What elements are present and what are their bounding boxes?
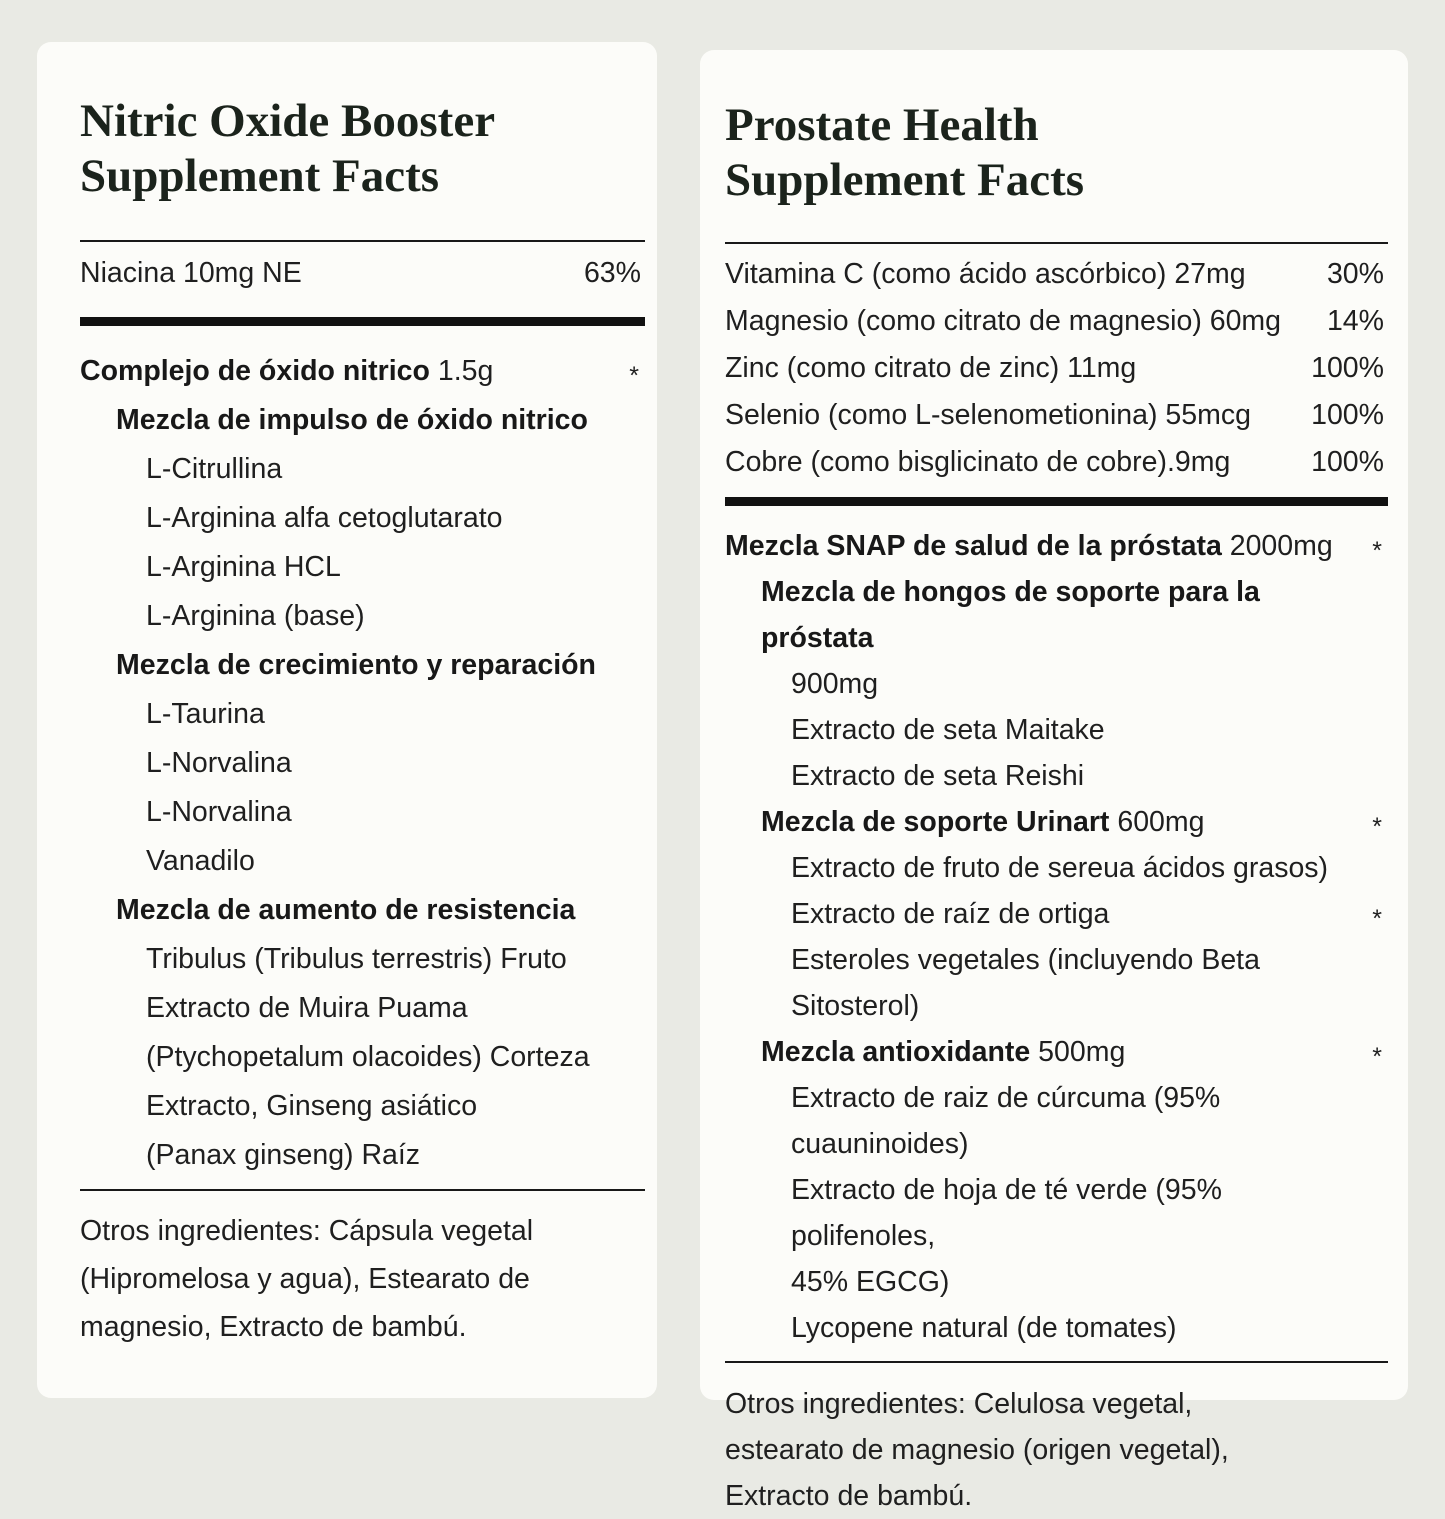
nutrient-row bbox=[725, 439, 1388, 486]
ingredient-row bbox=[725, 891, 1388, 937]
ingredient-row bbox=[80, 543, 645, 592]
row-text: Extracto de raíz de ortiga bbox=[791, 898, 1110, 930]
row-text: Mezcla antioxidante 500mg bbox=[761, 1036, 1126, 1068]
row-text: L-Norvalina bbox=[146, 796, 292, 828]
daily-value-percent: 14% bbox=[1326, 305, 1384, 337]
ingredient-row bbox=[80, 984, 645, 1033]
blend-rows bbox=[725, 523, 1388, 1351]
ingredient-row bbox=[80, 935, 645, 984]
other-ingredients-line: Otros ingredientes: Cápsula vegetal bbox=[80, 1215, 534, 1247]
daily-value-asterisk: * bbox=[1372, 905, 1382, 933]
row-text: L-Norvalina bbox=[146, 747, 292, 779]
blend-header-row bbox=[80, 347, 645, 396]
blend-header-row bbox=[80, 641, 645, 690]
row-text: Extracto, Ginseng asiático bbox=[146, 1090, 478, 1122]
other-ingredients bbox=[725, 1381, 1388, 1519]
row-text: Extracto de seta Maitake bbox=[791, 714, 1105, 746]
ingredient-row bbox=[80, 1082, 645, 1131]
ingredient-row bbox=[725, 1305, 1388, 1351]
other-ingredients-line: (Hipromelosa y agua), Estearato de bbox=[80, 1263, 530, 1295]
row-text: Mezcla de hongos de soporte para la próstata bbox=[761, 576, 1260, 654]
ingredient-row bbox=[725, 707, 1388, 753]
nutrient-row bbox=[725, 392, 1388, 439]
blend-header-row bbox=[80, 886, 645, 935]
nutrient-label: Magnesio (como citrato de magnesio) 60mg bbox=[725, 305, 1282, 337]
daily-value-percent: 100% bbox=[1311, 352, 1384, 384]
daily-value-asterisk: * bbox=[629, 362, 639, 390]
ingredient-row bbox=[80, 690, 645, 739]
ingredient-row bbox=[725, 1167, 1388, 1259]
ingredient-row bbox=[80, 494, 645, 543]
ingredient-row bbox=[725, 983, 1388, 1029]
divider bbox=[725, 1361, 1388, 1363]
row-text: (Panax ginseng) Raíz bbox=[146, 1139, 421, 1171]
page-title bbox=[80, 94, 645, 204]
nutrient-label: Cobre (como bisglicinato de cobre).9mg bbox=[725, 446, 1231, 478]
nutrient-row bbox=[725, 345, 1388, 392]
row-text: Mezcla SNAP de salud de la próstata 2000mg bbox=[725, 530, 1333, 562]
ingredient-row bbox=[725, 661, 1388, 707]
row-text: (Ptychopetalum olacoides) Corteza bbox=[146, 1041, 590, 1073]
row-text: Lycopene natural (de tomates) bbox=[791, 1312, 1177, 1344]
row-text: Tribulus (Tribulus terrestris) Fruto bbox=[146, 943, 567, 975]
row-text: Extracto de hoja de té verde (95% polifenoles, bbox=[791, 1174, 1222, 1252]
other-ingredients-line: estearato de magnesio (origen vegetal), bbox=[725, 1434, 1229, 1466]
row-text: Mezcla de crecimiento y reparación bbox=[116, 649, 596, 681]
daily-value-percent: 30% bbox=[1326, 258, 1384, 290]
ingredient-row bbox=[80, 837, 645, 886]
row-text: Esteroles vegetales (incluyendo Beta bbox=[791, 944, 1260, 976]
nutrient-label: Niacina 10mg NE bbox=[80, 257, 302, 289]
other-ingredients bbox=[80, 1207, 645, 1351]
nutrient-rows bbox=[80, 249, 645, 297]
page-title bbox=[725, 98, 1388, 208]
row-text: Vanadilo bbox=[146, 845, 255, 877]
blend-header-row bbox=[725, 569, 1388, 661]
divider bbox=[725, 242, 1388, 244]
row-text: Extracto de seta Reishi bbox=[791, 760, 1085, 792]
ingredient-row bbox=[725, 1075, 1388, 1167]
ingredient-row bbox=[80, 739, 645, 788]
row-text: L-Arginina (base) bbox=[146, 600, 365, 632]
row-text: 45% EGCG) bbox=[791, 1266, 950, 1298]
row-text: 900mg bbox=[791, 668, 879, 700]
nutrient-row bbox=[725, 298, 1388, 345]
row-text: L-Taurina bbox=[146, 698, 265, 730]
row-text: Extracto de Muira Puama bbox=[146, 992, 468, 1024]
nitric-oxide-supplement-facts-panel bbox=[37, 42, 657, 1398]
daily-value-asterisk: * bbox=[1372, 813, 1382, 841]
nutrient-row bbox=[80, 249, 645, 297]
nutrient-label: Vitamina C (como ácido ascórbico) 27mg bbox=[725, 258, 1246, 290]
title-line: Supplement Facts bbox=[80, 150, 440, 202]
blend-header-row bbox=[725, 799, 1388, 845]
ingredient-row bbox=[725, 1259, 1388, 1305]
row-text: Sitosterol) bbox=[791, 990, 920, 1022]
blend-header-row bbox=[80, 396, 645, 445]
row-text: Extracto de fruto de sereua ácidos grasos) bbox=[791, 852, 1329, 884]
daily-value-asterisk: * bbox=[1372, 1043, 1382, 1071]
ingredient-row bbox=[80, 788, 645, 837]
thick-divider bbox=[725, 497, 1388, 506]
other-ingredients-line: magnesio, Extracto de bambú. bbox=[80, 1311, 467, 1343]
ingredient-row bbox=[80, 592, 645, 641]
prostate-health-supplement-facts-panel bbox=[700, 50, 1408, 1512]
title-line: Prostate Health bbox=[725, 99, 1039, 151]
thick-divider bbox=[80, 317, 645, 326]
blend-header-row bbox=[725, 1029, 1388, 1075]
divider bbox=[80, 1189, 645, 1191]
daily-value-percent: 63% bbox=[583, 257, 641, 289]
row-text: Complejo de óxido nitrico 1.5g bbox=[80, 355, 494, 387]
row-text: Extracto de raiz de cúrcuma (95% cuauninoides) bbox=[791, 1082, 1221, 1160]
ingredient-row bbox=[80, 1131, 645, 1180]
row-text: L-Citrullina bbox=[146, 453, 283, 485]
daily-value-percent: 100% bbox=[1311, 399, 1384, 431]
ingredient-row bbox=[725, 753, 1388, 799]
other-ingredients-line: Otros ingredientes: Celulosa vegetal, bbox=[725, 1388, 1193, 1420]
ingredient-row bbox=[80, 1033, 645, 1082]
row-text: L-Arginina alfa cetoglutarato bbox=[146, 502, 503, 534]
title-line: Supplement Facts bbox=[725, 154, 1085, 206]
other-ingredients-line: Extracto de bambú. bbox=[725, 1480, 973, 1512]
blend-rows bbox=[80, 347, 645, 1180]
nutrient-label: Selenio (como L-selenometionina) 55mcg bbox=[725, 399, 1251, 431]
ingredient-row bbox=[725, 845, 1388, 891]
ingredient-row bbox=[80, 445, 645, 494]
row-text: L-Arginina HCL bbox=[146, 551, 341, 583]
nutrient-rows bbox=[725, 251, 1388, 486]
nutrient-label: Zinc (como citrato de zinc) 11mg bbox=[725, 352, 1137, 384]
daily-value-percent: 100% bbox=[1311, 446, 1384, 478]
divider bbox=[80, 240, 645, 242]
daily-value-asterisk: * bbox=[1372, 537, 1382, 565]
row-text: Mezcla de soporte Urinart 600mg bbox=[761, 806, 1205, 838]
blend-header-row bbox=[725, 523, 1388, 569]
row-text: Mezcla de impulso de óxido nitrico bbox=[116, 404, 588, 436]
title-line: Nitric Oxide Booster bbox=[80, 95, 496, 147]
nutrient-row bbox=[725, 251, 1388, 298]
ingredient-row bbox=[725, 937, 1388, 983]
row-text: Mezcla de aumento de resistencia bbox=[116, 894, 576, 926]
